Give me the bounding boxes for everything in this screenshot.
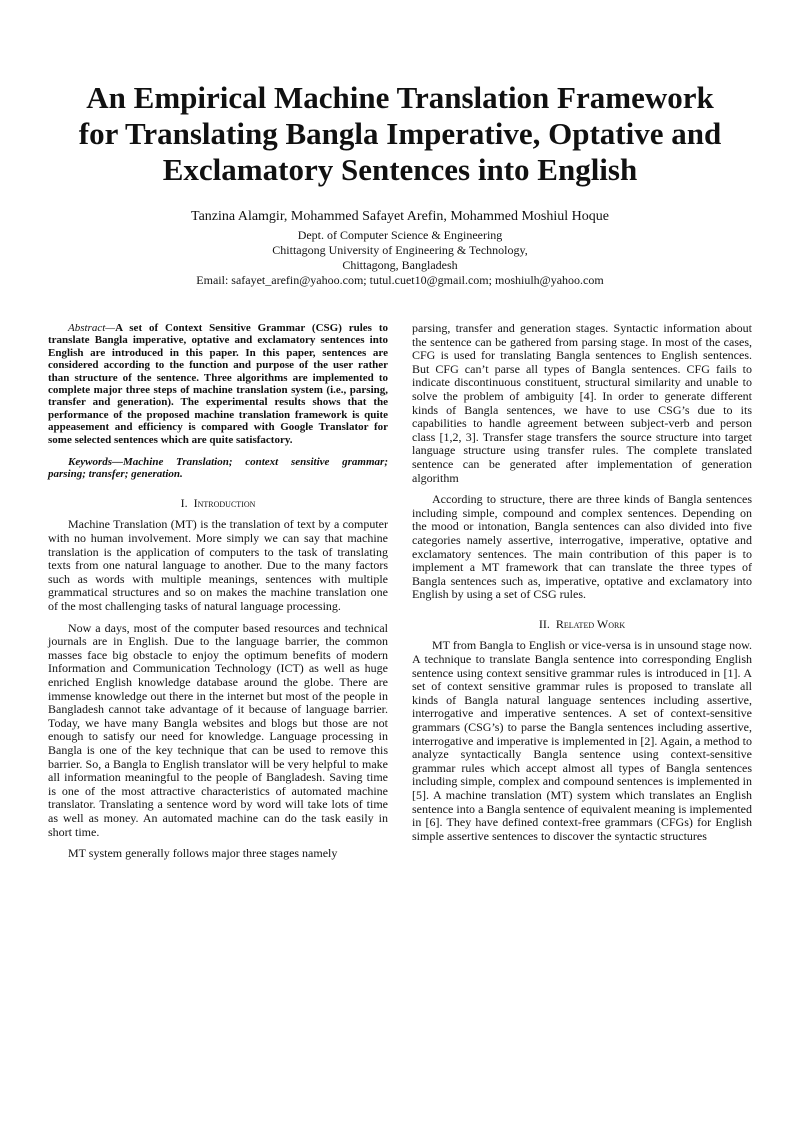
title-line: for Translating Bangla Imperative, Optative and xyxy=(78,116,722,151)
right-column xyxy=(412,322,752,843)
section-heading-introduction xyxy=(48,497,388,511)
section-number: I. xyxy=(180,495,188,510)
section-number: II. xyxy=(538,616,550,631)
affiliation xyxy=(60,228,740,288)
title-line: Exclamatory Sentences into English xyxy=(162,152,638,187)
author-list: Tanzina Alamgir, Mohammed Safayet Arefin, Mohammed Moshiul Hoque xyxy=(191,209,609,224)
affiliation-email: Email: safayet_arefin@yahoo.com; tutul.cuet10@gmail.com; moshiulh@yahoo.com xyxy=(196,273,604,287)
intro-paragraph: MT system generally follows major three stages namely xyxy=(68,846,338,861)
affiliation-location: Chittagong, Bangladesh xyxy=(342,258,458,272)
left-column xyxy=(48,322,388,861)
keywords: Keywords—Machine Translation; context sensitive grammar; parsing; transfer; generation. xyxy=(48,456,388,481)
title-line: An Empirical Machine Translation Framework xyxy=(86,80,714,115)
affiliation-department: Dept. of Computer Science & Engineering xyxy=(297,228,503,242)
abstract-text: A set of Context Sensitive Grammar (CSG) rules to translate Bangla imperative, optative and exclamatory sentences into English are introduced in this paper. In this paper, sentences are considered according to the function and purpose of the user rather than structure of the sentence. Three algorithms are implemented to complete major three steps of machine translation system (i.e., parsing, transfer and generation). The experimental results shows that the performance of the proposed machine translation framework is quite appeasement and efficiency is compared with Google Translator for some selected sentences which are quite satisfactory. xyxy=(48,322,388,446)
section-title: Related Work xyxy=(555,616,626,631)
intro-paragraph: According to structure, there are three kinds of Bangla sentences including simple, compound and complex sentences. Depending on the mood or intonation, Bangla sentences can also divided into five categories namely assertive, interrogative, imperative, optative and exclamatory sentences. The main contribution of this paper is to implement a MT framework that can translate the three types of Bangla sentences such as, imperative, optative and exclamatory into English by using a set of CSG rules. xyxy=(412,492,752,602)
abstract-lead: Abstract xyxy=(68,322,106,334)
section-title: Introduction xyxy=(193,495,256,510)
section-heading-related-work xyxy=(412,618,752,632)
intro-paragraph-continued: parsing, transfer and generation stages. Syntactic information about the sentence can be gathered from parsing stage. In most of the cases, CFG is used for translating Bangla sentences to English sentences. But CFG can’t parse all types of Bangla sentences. CFG fails to indicate discontinuous constituent, structural similarity and unable to solve the problem of ambiguity [4]. In order to generate different kinds of Bangla sentences, we have to use CSG’s due to its capabilities to handle agreement between subject-verb and person class [1,2, 3]. Transfer stage transfers the source structure into target language structure using transfer rules. The complete translated sentence can be generated after implementation of generation algorithm xyxy=(412,321,752,485)
paper-title xyxy=(40,80,760,188)
related-work-paragraph: MT from Bangla to English or vice-versa is in unsound stage now. A technique to translate Bangla sentence into corresponding English sentence using context sensitive grammar rules is introduced in [1]. A set of context sensitive grammar rules is proposed to translate all kinds of Bangla natural language sentences including assertive, interrogative and imperative sentences. A set of context-sensitive grammars (CSG’s) to parse the Bangla sentences including assertive, interrogative and imperative is implemented in [2]. Again, a method to analyze syntactically Bangla sentence using context-sensitive grammar rules which accept almost all types of Bangla sentences including simple, complex and compound sentences is implemented in [5]. A machine translation (MT) system which translates an English sentence into a Bangla sentence of equivalent meaning is implemented in [6]. They have defined context-free grammars (CFGs) for English simple assertive sentences to discover the syntactic structures xyxy=(412,638,752,843)
affiliation-university: Chittagong University of Engineering & Technology, xyxy=(272,243,528,257)
intro-paragraph: Now a days, most of the computer based resources and technical journals are in English. Due to the language barrier, the common masses face big obstacle to enjoy the optimum benefits of modern Information and Communication Technology (ICT) as well as huge enriched English knowledge database around the globe. There are immense knowledge out there in the internet but most of the people in Bangladesh cannot take advantage of it because of language barrier. Today, we have many Bangla websites and blogs but those are not enough to satisfy our need for knowledge. Language processing in Bangla is one of the key technique that can be used to remove this barrier. So, a Bangla to English translator will be very helpful to make all information meaningful to the people of Bangladesh. Saving time is one of the most attractive characteristics of automated machine translator. Translating a sentence word by word will take lots of time as well as money. An automated machine can do the task easily in short time. xyxy=(48,620,388,839)
abstract xyxy=(48,322,388,446)
intro-paragraph: Machine Translation (MT) is the translation of text by a computer with no human involvement. More simply we can say that machine translation is the application of computers to the task of translating texts from one natural language to another. Due to the many factors such as words with multiple meanings, sentences with multiple grammatical structures and so on makes the machine translation one of the most challenging tasks of natural language processing. xyxy=(48,517,388,614)
abstract-dash: — xyxy=(105,322,116,334)
